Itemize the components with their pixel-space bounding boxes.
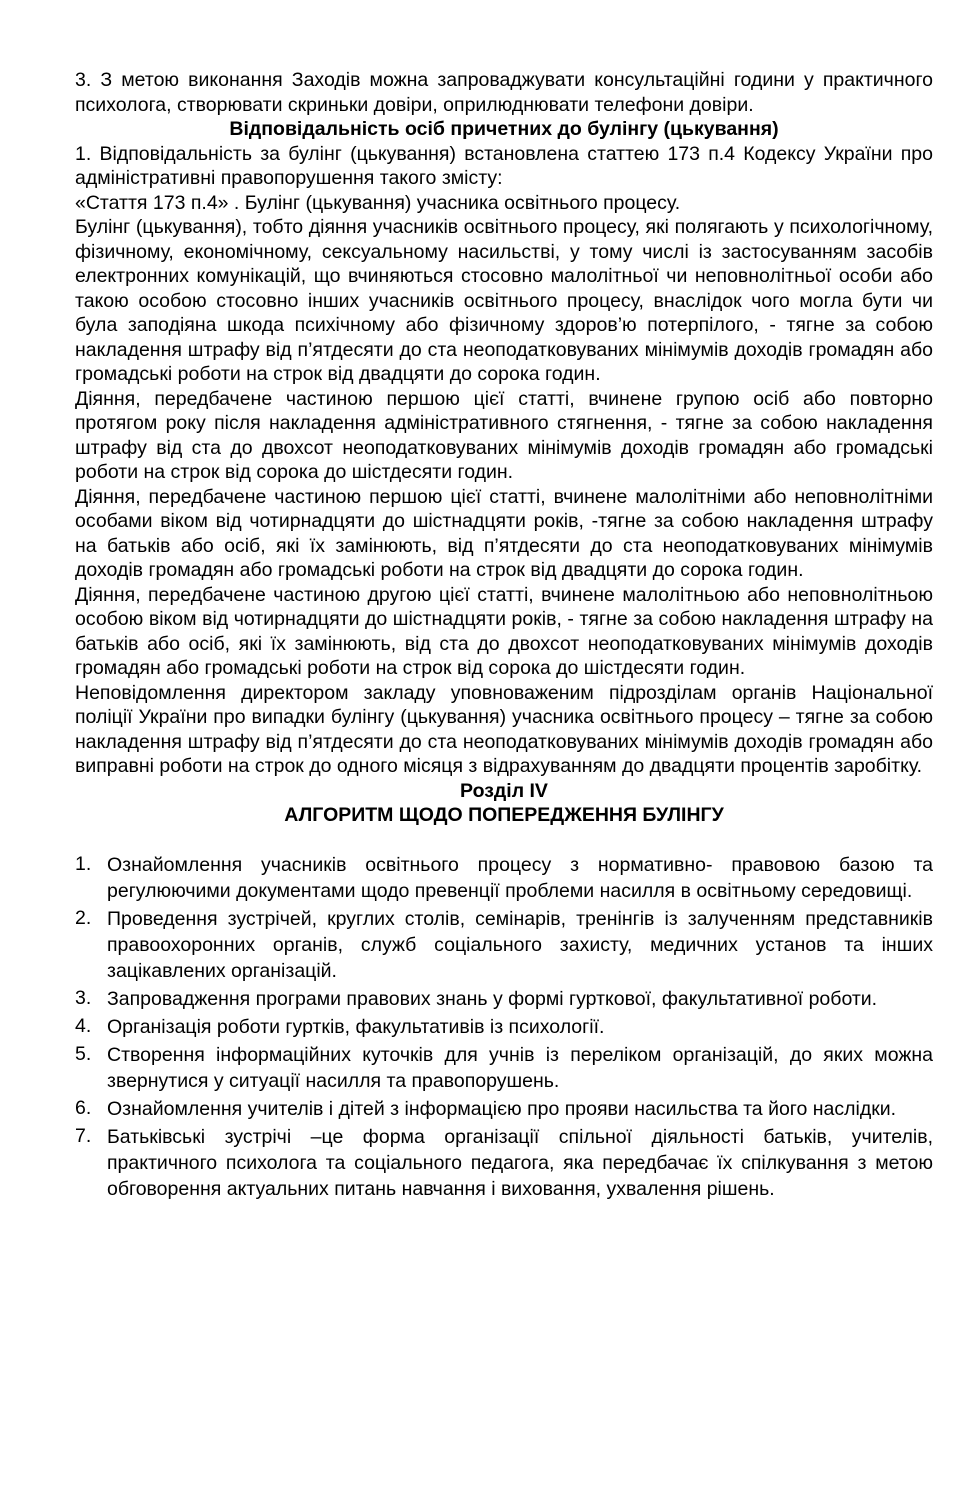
responsibility-paragraph-1: 1. Відповідальність за булінг (цькування) встановлена статтею 173 п.4 Кодексу України про адміністративні правопорушення такого змісту: xyxy=(75,142,933,189)
responsibility-paragraph-6: Діяння, передбачене частиною другою цієї статті, вчинене малолітньою або неповнолітньою особою віком від чотирнадцяти до шістнадцяти років, - тягне за собою накладення штрафу на батьків або осіб, які їх замінюють, від ста до двохсот неоподатковуваних мінімумів доходів громадян або громадські роботи на строк від сорока до шістдесяти годин. xyxy=(75,583,933,679)
list-item-text: Запровадження програми правових знань у формі гурткової, факультативної роботи. xyxy=(107,987,878,1010)
list-item-number: 6. xyxy=(75,1096,92,1119)
list-item xyxy=(75,1124,933,1202)
list-item-number: 2. xyxy=(75,906,92,929)
list-item-number: 4. xyxy=(75,1014,92,1037)
responsibility-paragraph-5: Діяння, передбачене частиною першою цієї статті, вчинене малолітніми або неповнолітніми особами віком від чотирнадцяти до шістнадцяти років, -тягне за собою накладення штрафу на батьків або осіб, які їх замінюють, від п’ятдесяти до ста неоподатковуваних мінімумів доходів громадян або громадські роботи на строк від двадцяти до сорока годин. xyxy=(75,485,933,581)
intro-paragraph-3: 3. З метою виконання Заходів можна запроваджувати консультаційні години у практичного психолога, створювати скриньки довіри, оприлюднювати телефони довіри. xyxy=(75,69,933,116)
list-item-number: 7. xyxy=(75,1124,92,1147)
responsibility-paragraph-4: Діяння, передбачене частиною першою цієї статті, вчинене групою осіб або повторно протягом року після накладення адміністративного стягнення, - тягне за собою накладення штрафу від ста до двохсот неоподатковуваних мінімумів доходів громадян або громадські роботи на строк від сорока до шістдесяти годин. xyxy=(75,387,933,483)
list-item xyxy=(75,1042,933,1094)
list-item-text: Ознайомлення учасників освітнього процесу з нормативно- правовою базою та регулюючими документами щодо превенції проблеми насилля в освітньому середовищі. xyxy=(107,853,933,902)
list-item-text: Батьківські зустрічі –це форма організації спільної діяльності батьків, учителів, практичного психолога та соціального педагога, яка передбачає їх спілкування з метою обговорення актуальних питань навчання і виховання, ухвалення рішень. xyxy=(107,1125,933,1200)
list-item-number: 5. xyxy=(75,1042,92,1065)
section-label: Розділ IV xyxy=(460,779,548,802)
document-page xyxy=(75,68,933,1204)
list-item-text: Створення інформаційних куточків для учнів із переліком організацій, до яких можна звернутися у ситуації насилля та правопорушень. xyxy=(107,1043,933,1092)
list-item-text: Проведення зустрічей, круглих столів, семінарів, тренінгів із залученням представників правоохоронних органів, служб соціального захисту, медичних установ та інших зацікавлених організацій. xyxy=(107,907,933,982)
responsibility-paragraph-7: Неповідомлення директором закладу уповноваженим підрозділам органів Національної поліції України про випадки булінгу (цькування) учасника освітнього процесу – тягне за собою накладення штрафу від п’ятдесяти до ста неоподатковуваних мінімумів доходів громадян або виправні роботи на строк до одного місяця з відрахуванням до двадцяти процентів заробітку. xyxy=(75,681,933,777)
responsibility-paragraph-2: «Стаття 173 п.4» . Булінг (цькування) учасника освітнього процесу. xyxy=(75,191,681,214)
list-item xyxy=(75,906,933,984)
list-item-text: Організація роботи гуртків, факультативів із психології. xyxy=(107,1015,605,1038)
responsibility-heading: Відповідальність осіб причетних до булінгу (цькування) xyxy=(229,118,779,140)
algorithm-heading: АЛГОРИТМ ЩОДО ПОПЕРЕДЖЕННЯ БУЛІНГУ xyxy=(284,804,724,826)
list-item xyxy=(75,986,933,1012)
algorithm-list xyxy=(75,852,933,1202)
list-item xyxy=(75,1014,933,1040)
list-item xyxy=(75,852,933,904)
list-item-number: 3. xyxy=(75,986,92,1009)
list-item xyxy=(75,1096,933,1122)
list-item-number: 1. xyxy=(75,852,92,875)
responsibility-paragraph-3: Булінг (цькування), тобто діяння учасників освітнього процесу, які полягають у психологічному, фізичному, економічному, сексуальному насильстві, у тому числі із застосуванням засобів електронних комунікацій, що вчиняються стосовно малолітньої чи неповнолітньої особи або такою особою стосовно інших учасників освітнього процесу, внаслідок чого могла бути чи була заподіяна шкода психічному або фізичному здоров’ю потерпілого, - тягне за собою накладення штрафу від п’ятдесяти до ста неоподатковуваних мінімумів доходів громадян або громадські роботи на строк від двадцяти до сорока годин. xyxy=(75,216,933,385)
list-item-text: Ознайомлення учителів і дітей з інформацією про прояви насильства та його наслідки. xyxy=(107,1097,897,1120)
